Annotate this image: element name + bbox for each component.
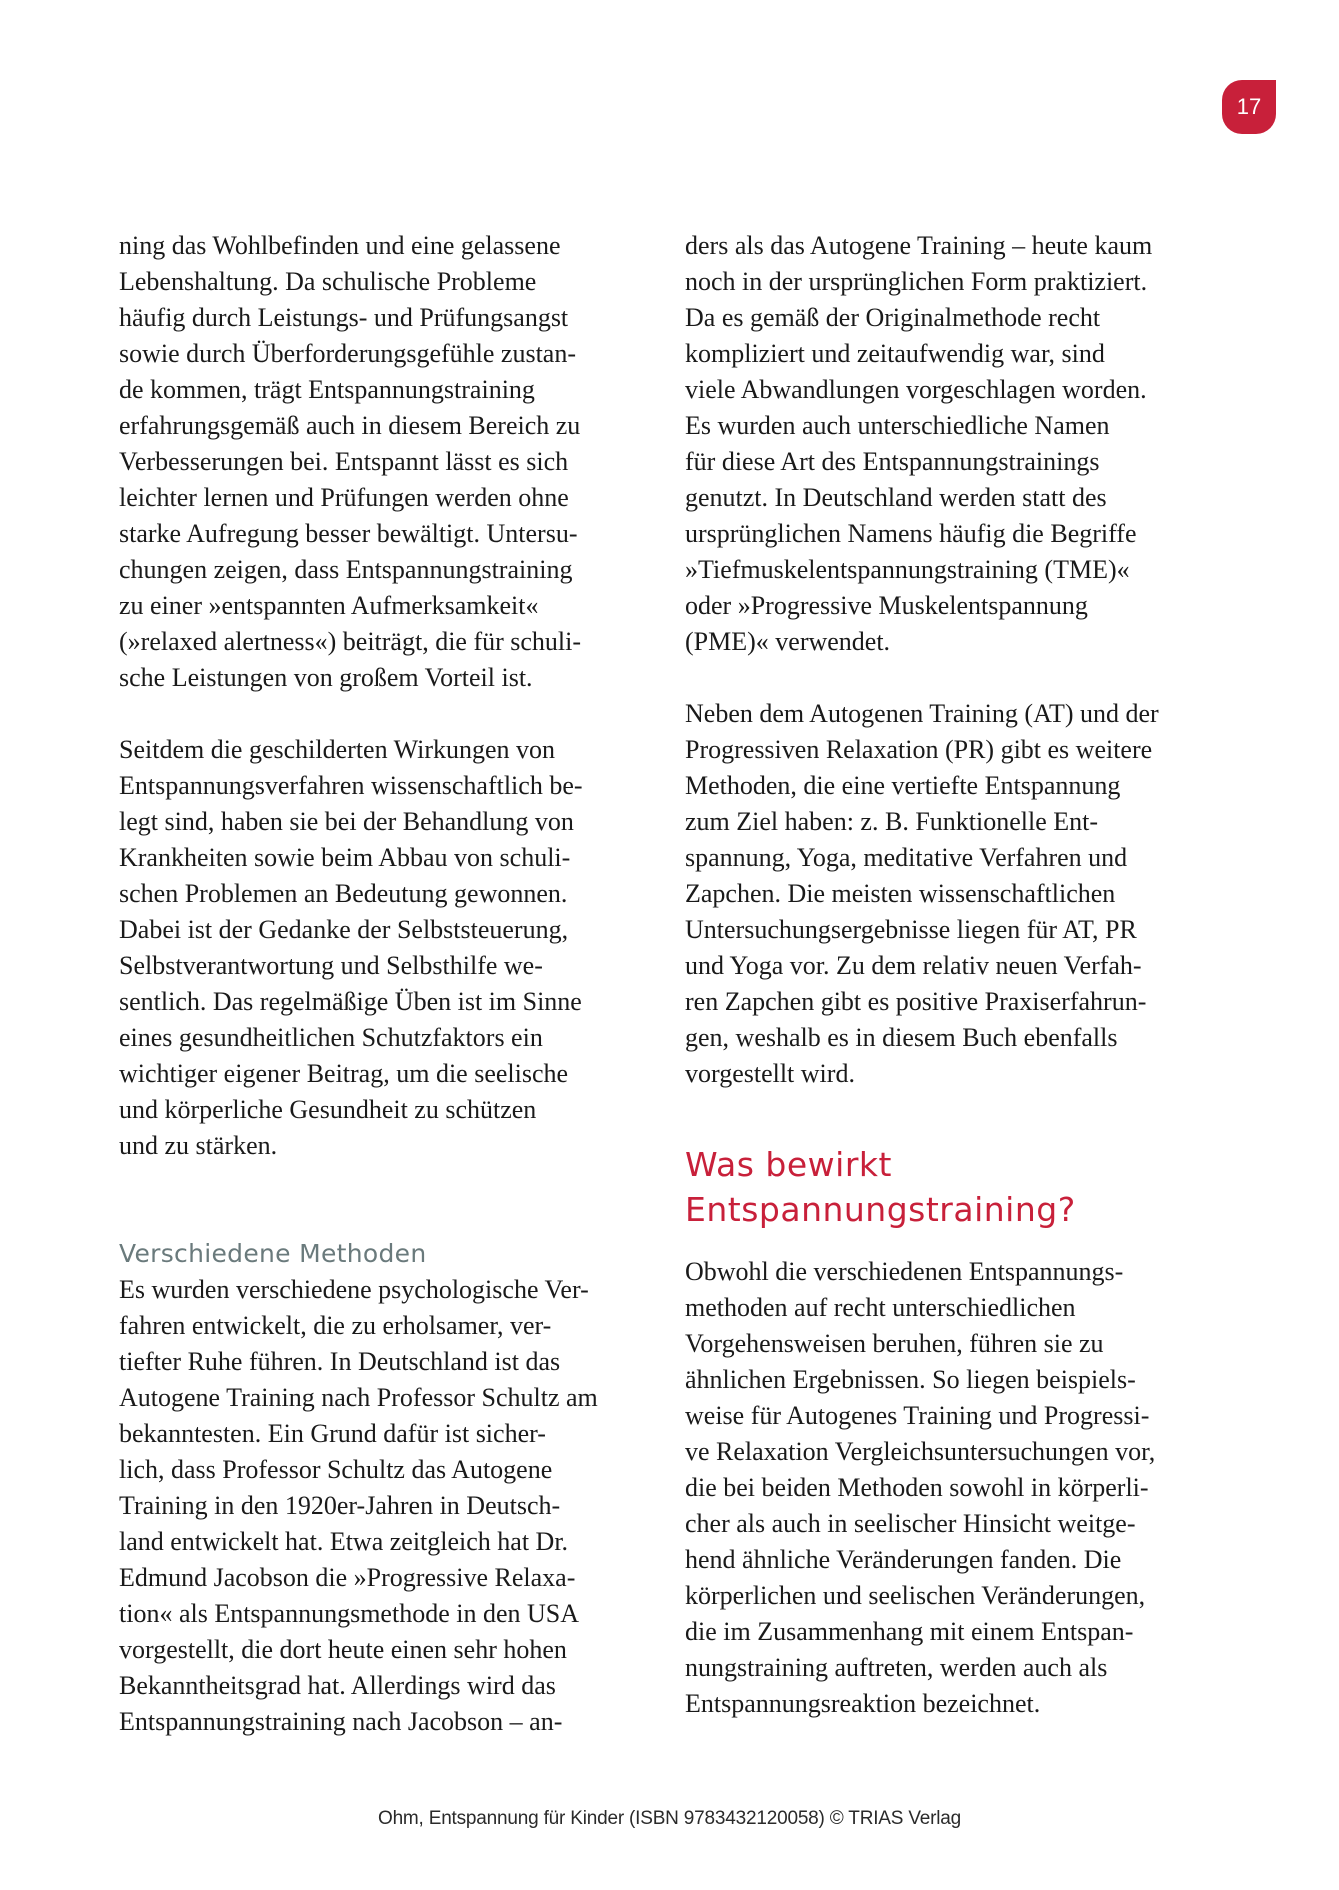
text-line: lich, dass Professor Schultz das Autogene: [119, 1455, 553, 1484]
text-line: Krankheiten sowie beim Abbau von schuli-: [119, 843, 571, 872]
text-line: Seitdem die geschilderten Wirkungen von: [119, 735, 556, 764]
text-line: ähnlichen Ergebnissen. So liegen beispiels-: [685, 1365, 1136, 1394]
left-paragraph-2: [119, 732, 649, 1164]
text-line: (»relaxed alertness«) beiträgt, die für schuli-: [119, 627, 582, 656]
page-number-badge: [1222, 80, 1276, 134]
text-line: spannung, Yoga, meditative Verfahren und: [685, 843, 1128, 872]
text-line: Da es gemäß der Originalmethode recht: [685, 303, 1101, 332]
text-line: ren Zapchen gibt es positive Praxiserfahrun-: [685, 987, 1147, 1016]
section-heading: [685, 1142, 1215, 1232]
text-line: Verbesserungen bei. Entspannt lässt es sich: [119, 447, 569, 476]
text-line: Es wurden verschiedene psychologische Ver-: [119, 1275, 589, 1304]
text-line: sche Leistungen von großem Vorteil ist.: [119, 663, 533, 692]
text-line: Methoden, die eine vertiefte Entspannung: [685, 771, 1121, 800]
text-line: ders als das Autogene Training – heute kaum: [685, 231, 1153, 260]
section-subheading: Verschiedene Methoden: [119, 1239, 427, 1268]
paragraph-gap: [685, 1232, 1215, 1254]
text-line: eines gesundheitlichen Schutzfaktors ein: [119, 1023, 543, 1052]
text-line: Bekanntheitsgrad hat. Allerdings wird das: [119, 1671, 556, 1700]
text-line: zum Ziel haben: z. B. Funktionelle Ent-: [685, 807, 1099, 836]
text-line: (PME)« verwendet.: [685, 627, 891, 656]
text-line: und Yoga vor. Zu dem relativ neuen Verfah-: [685, 951, 1142, 980]
text-line: noch in der ursprünglichen Form praktiziert.: [685, 267, 1148, 296]
section-heading-line-2: Entspannungstraining?: [685, 1190, 1076, 1229]
text-line: Entspannungstraining nach Jacobson – an-: [119, 1707, 563, 1736]
text-line: chungen zeigen, dass Entspannungstraining: [119, 555, 573, 584]
text-line: Neben dem Autogenen Training (AT) und der: [685, 699, 1159, 728]
left-paragraph-1: [119, 228, 649, 696]
text-line: sentlich. Das regelmäßige Üben ist im Sinne: [119, 987, 582, 1016]
text-line: Selbstverantwortung und Selbsthilfe we-: [119, 951, 543, 980]
text-line: genutzt. In Deutschland werden statt des: [685, 483, 1107, 512]
text-line: leichter lernen und Prüfungen werden ohne: [119, 483, 569, 512]
text-line: sowie durch Überforderungsgefühle zustan-: [119, 339, 577, 368]
text-line: Untersuchungsergebnisse liegen für AT, PR: [685, 915, 1137, 944]
text-line: gen, weshalb es in diesem Buch ebenfalls: [685, 1023, 1118, 1052]
text-line: die bei beiden Methoden sowohl in körperli-: [685, 1473, 1149, 1502]
text-line: und körperliche Gesundheit zu schützen: [119, 1095, 537, 1124]
text-line: Obwohl die verschiedenen Entspannungs-: [685, 1257, 1124, 1286]
text-line: land entwickelt hat. Etwa zeitgleich hat Dr.: [119, 1527, 569, 1556]
text-line: wichtiger eigener Beitrag, um die seelische: [119, 1059, 569, 1088]
text-line: nungstraining auftreten, werden auch als: [685, 1653, 1108, 1682]
paragraph-gap: [119, 696, 649, 732]
text-line: schen Problemen an Bedeutung gewonnen.: [119, 879, 568, 908]
text-line: die im Zusammenhang mit einem Entspan-: [685, 1617, 1134, 1646]
paragraph-gap: [119, 1164, 649, 1236]
left-paragraph-3: [119, 1272, 649, 1740]
text-line: körperlichen und seelischen Veränderungen,: [685, 1581, 1146, 1610]
text-line: hend ähnliche Veränderungen fanden. Die: [685, 1545, 1122, 1574]
text-line: ve Relaxation Vergleichsuntersuchungen vor,: [685, 1437, 1156, 1466]
text-line: Vorgehensweisen beruhen, führen sie zu: [685, 1329, 1104, 1358]
text-line: und zu stärken.: [119, 1131, 278, 1160]
text-line: Es wurden auch unterschiedliche Namen: [685, 411, 1110, 440]
text-line: für diese Art des Entspannungstrainings: [685, 447, 1100, 476]
right-column: [685, 228, 1215, 1722]
text-line: Edmund Jacobson die »Progressive Relaxa-: [119, 1563, 576, 1592]
paragraph-gap: [685, 660, 1215, 696]
text-line: oder »Progressive Muskelentspannung: [685, 591, 1088, 620]
text-line: ning das Wohlbefinden und eine gelassene: [119, 231, 561, 260]
text-line: zu einer »entspannten Aufmerksamkeit«: [119, 591, 539, 620]
text-line: häufig durch Leistungs- und Prüfungsangst: [119, 303, 569, 332]
right-paragraph-1: [685, 228, 1215, 660]
text-line: Lebenshaltung. Da schulische Probleme: [119, 267, 537, 296]
text-line: ursprünglichen Namens häufig die Begriffe: [685, 519, 1137, 548]
text-line: bekanntesten. Ein Grund dafür ist sicher-: [119, 1419, 546, 1448]
text-line: kompliziert und zeitaufwendig war, sind: [685, 339, 1105, 368]
text-line: tion« als Entspannungsmethode in den USA: [119, 1599, 580, 1628]
text-line: erfahrungsgemäß auch in diesem Bereich zu: [119, 411, 581, 440]
text-line: Training in den 1920er-Jahren in Deutsch-: [119, 1491, 561, 1520]
text-line: »Tiefmuskelentspannungstraining (TME)«: [685, 555, 1130, 584]
text-line: tiefter Ruhe führen. In Deutschland ist das: [119, 1347, 561, 1376]
text-line: Entspannungsverfahren wissenschaftlich be-: [119, 771, 583, 800]
text-line: Dabei ist der Gedanke der Selbststeuerung,: [119, 915, 569, 944]
text-line: weise für Autogenes Training und Progressi-: [685, 1401, 1150, 1430]
text-line: Zapchen. Die meisten wissenschaftlichen: [685, 879, 1116, 908]
right-paragraph-2: [685, 696, 1215, 1092]
text-line: Entspannungsreaktion bezeichnet.: [685, 1689, 1041, 1718]
text-line: de kommen, trägt Entspannungstraining: [119, 375, 535, 404]
left-column: [119, 228, 649, 1740]
text-line: Autogene Training nach Professor Schultz am: [119, 1383, 598, 1412]
page-number: 17: [1236, 94, 1262, 119]
text-line: fahren entwickelt, die zu erholsamer, ver-: [119, 1311, 552, 1340]
section-heading-line-1: Was bewirkt: [685, 1145, 892, 1184]
text-line: vorgestellt, die dort heute einen sehr hohen: [119, 1635, 567, 1664]
text-line: methoden auf recht unterschiedlichen: [685, 1293, 1076, 1322]
text-line: vorgestellt wird.: [685, 1059, 855, 1088]
text-line: starke Aufregung besser bewältigt. Untersu-: [119, 519, 578, 548]
text-line: viele Abwandlungen vorgeschlagen worden.: [685, 375, 1147, 404]
right-paragraph-3: [685, 1254, 1215, 1722]
footer-citation: Ohm, Entspannung für Kinder (ISBN 9783432120058) © TRIAS Verlag: [377, 1808, 961, 1829]
text-line: Progressiven Relaxation (PR) gibt es weitere: [685, 735, 1153, 764]
text-line: legt sind, haben sie bei der Behandlung von: [119, 807, 574, 836]
text-line: cher als auch in seelischer Hinsicht weitge-: [685, 1509, 1136, 1538]
paragraph-gap: [685, 1092, 1215, 1142]
